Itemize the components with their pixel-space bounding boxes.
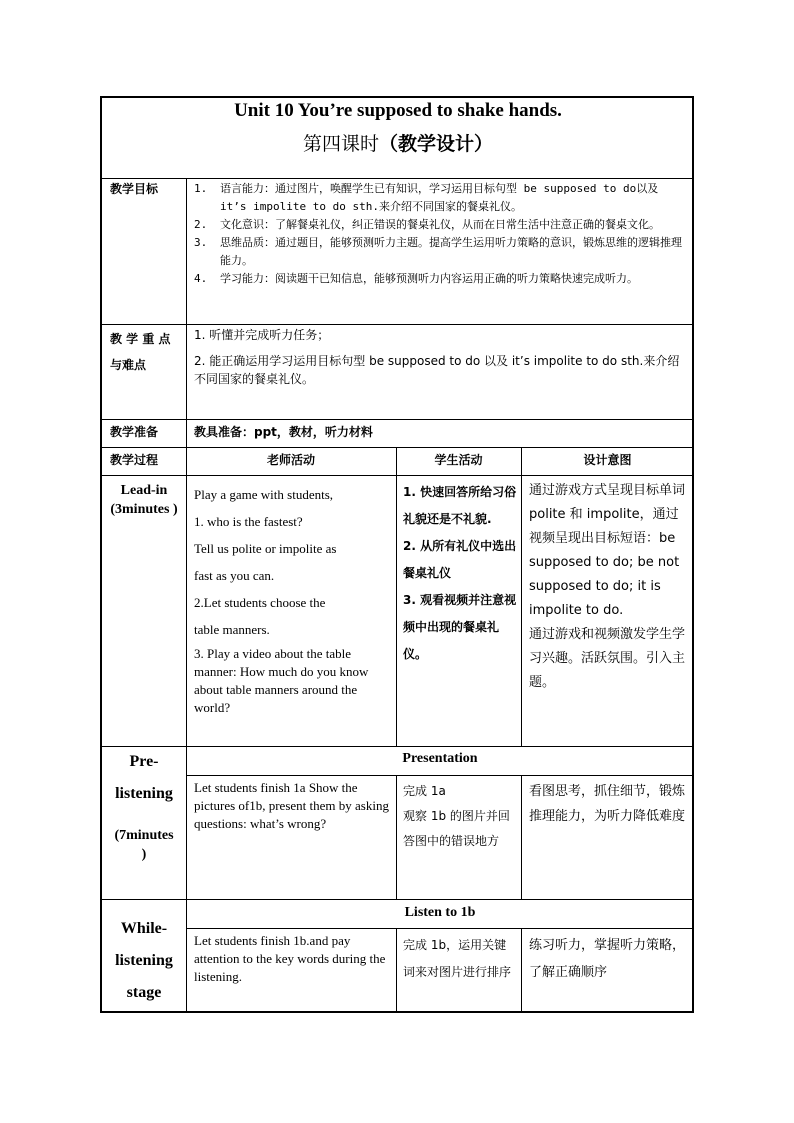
item-text: 思维品质：通过题目，能够预测听力主题。提高学生运用听力策略的意识，锻炼思维的逻辑推理能力。 bbox=[220, 236, 682, 267]
stage-line: stage bbox=[126, 984, 162, 1001]
row-divider bbox=[102, 447, 694, 448]
objectives-label: 教学目标 bbox=[110, 182, 159, 196]
col-divider bbox=[396, 928, 397, 1013]
teacher-line: Tell us polite or impolite as bbox=[194, 541, 337, 556]
stage-line: listening bbox=[115, 785, 173, 802]
whilelistening-stage-label bbox=[104, 913, 184, 1009]
col-divider bbox=[396, 447, 397, 746]
prelistening-student-activity bbox=[403, 779, 517, 854]
keypoints-label bbox=[110, 326, 184, 378]
design-text: 通过游戏和视频激发学生学习兴趣。活跃氛围。引入主题。 bbox=[529, 627, 686, 690]
list-item bbox=[194, 216, 690, 234]
prelistening-section-title: Presentation bbox=[402, 751, 478, 766]
preparation-value: 教具准备：ppt，教材，听力材料 bbox=[194, 425, 373, 439]
col-divider bbox=[521, 775, 522, 899]
col-divider bbox=[521, 928, 522, 1013]
leadin-design-intent bbox=[529, 479, 689, 695]
subtitle-bold: （教学设计） bbox=[379, 134, 494, 155]
student-line: 1. 快速回答所给习俗礼貌还是不礼貌. bbox=[403, 485, 517, 526]
list-item bbox=[194, 234, 690, 270]
objectives-list bbox=[194, 180, 690, 288]
teacher-line: table manners. bbox=[194, 622, 270, 637]
keypoints-content bbox=[194, 326, 690, 388]
student-line: 完成 1a bbox=[403, 784, 446, 798]
keypoint-item: 2. 能正确运用学习运用目标句型 be supposed to do 以及 it’s impolite to do sth.来介绍不同国家的餐桌礼仪。 bbox=[194, 354, 680, 386]
teacher-line: fast as you can. bbox=[194, 568, 275, 583]
whilelistening-student-activity: 完成 1b，运用关键词来对图片进行排序 bbox=[403, 938, 512, 979]
stage-line: (7minutes bbox=[114, 828, 174, 843]
teacher-activity-header: 老师活动 bbox=[266, 453, 315, 467]
student-line: 观察 1b 的图片并回答图中的错误地方 bbox=[403, 809, 510, 848]
student-line: 2. 从所有礼仪中选出餐桌礼仪 bbox=[403, 539, 517, 580]
row-divider bbox=[102, 419, 694, 420]
list-item bbox=[194, 270, 690, 288]
teacher-line: 3. Play a video about the table manner: How much do you know about table manners around the world? bbox=[194, 646, 369, 715]
item-number: 3. bbox=[194, 236, 208, 249]
col-divider bbox=[396, 775, 397, 899]
design-text: 通过游戏方式呈现目标单词 polite 和 impolite，通过视频呈现出目标短语：be supposed to do; be not supposed to do; it is impolite to do. bbox=[529, 483, 686, 618]
whilelistening-design-intent: 练习听力，掌握听力策略，了解正确顺序 bbox=[529, 938, 686, 980]
row-divider bbox=[186, 775, 694, 776]
col-divider bbox=[521, 447, 522, 746]
lesson-plan-table bbox=[100, 96, 694, 1013]
item-text: 语言能力：通过图片，唤醒学生已有知识，学习运用目标句型 be supposed to do以及 it’s impolite to do sth.来介绍不同国家的餐桌礼仪。 bbox=[220, 182, 659, 213]
col-divider bbox=[186, 178, 187, 1013]
leadin-stage-label: Lead-in (3minutes ) bbox=[110, 483, 178, 517]
stage-line: While- bbox=[120, 920, 168, 937]
preparation-label: 教学准备 bbox=[110, 425, 159, 439]
list-item bbox=[194, 180, 690, 216]
whilelistening-section-title: Listen to 1b bbox=[404, 905, 476, 920]
whilelistening-teacher-activity: Let students finish 1b.and pay attention to the key words during the listening. bbox=[194, 933, 386, 984]
item-number: 2. bbox=[194, 218, 208, 231]
prelistening-stage-label bbox=[104, 746, 184, 864]
teacher-line: Play a game with students, bbox=[194, 487, 334, 502]
leadin-teacher-activity bbox=[194, 481, 392, 717]
process-label: 教学过程 bbox=[110, 453, 159, 467]
keypoint-item: 1. 听懂并完成听力任务； bbox=[194, 328, 330, 342]
row-divider bbox=[102, 746, 694, 747]
row-divider bbox=[102, 475, 694, 476]
item-text: 文化意识：了解餐桌礼仪，纠正错误的餐桌礼仪，从而在日常生活中注意正确的餐桌文化。 bbox=[220, 218, 660, 231]
item-number: 1. bbox=[194, 182, 208, 195]
leadin-student-activity bbox=[403, 479, 517, 668]
stage-line: ) bbox=[141, 847, 147, 862]
prelistening-teacher-activity: Let students finish 1a Show the pictures of1b, present them by asking questions: what’s wrong? bbox=[194, 780, 389, 831]
teacher-line: 1. who is the fastest? bbox=[194, 514, 303, 529]
item-text: 学习能力：阅读题干已知信息，能够预测听力内容运用正确的听力策略快速完成听力。 bbox=[220, 272, 638, 285]
row-divider bbox=[186, 928, 694, 929]
stage-line: listening bbox=[115, 952, 173, 969]
subtitle-plain: 第四课时 bbox=[302, 134, 379, 155]
page-subtitle bbox=[102, 136, 694, 154]
prelistening-design-intent: 看图思考，抓住细节，锻炼推理能力，为听力降低难度 bbox=[529, 784, 686, 824]
row-divider bbox=[102, 324, 694, 325]
row-divider bbox=[102, 899, 694, 900]
item-number: 4. bbox=[194, 272, 208, 285]
teacher-line: 2.Let students choose the bbox=[194, 595, 326, 610]
keypoints-label-line2: 与难点 bbox=[110, 358, 147, 372]
page-title: Unit 10 You’re supposed to shake hands. bbox=[234, 100, 562, 121]
design-intent-header: 设计意图 bbox=[583, 453, 632, 467]
stage-line: Pre- bbox=[129, 753, 159, 770]
keypoints-label-line1: 教 学 重 点 bbox=[110, 332, 171, 346]
student-activity-header: 学生活动 bbox=[434, 453, 483, 467]
student-line: 3. 观看视频并注意视频中出现的餐桌礼仪。 bbox=[403, 593, 517, 661]
row-divider bbox=[102, 178, 694, 179]
